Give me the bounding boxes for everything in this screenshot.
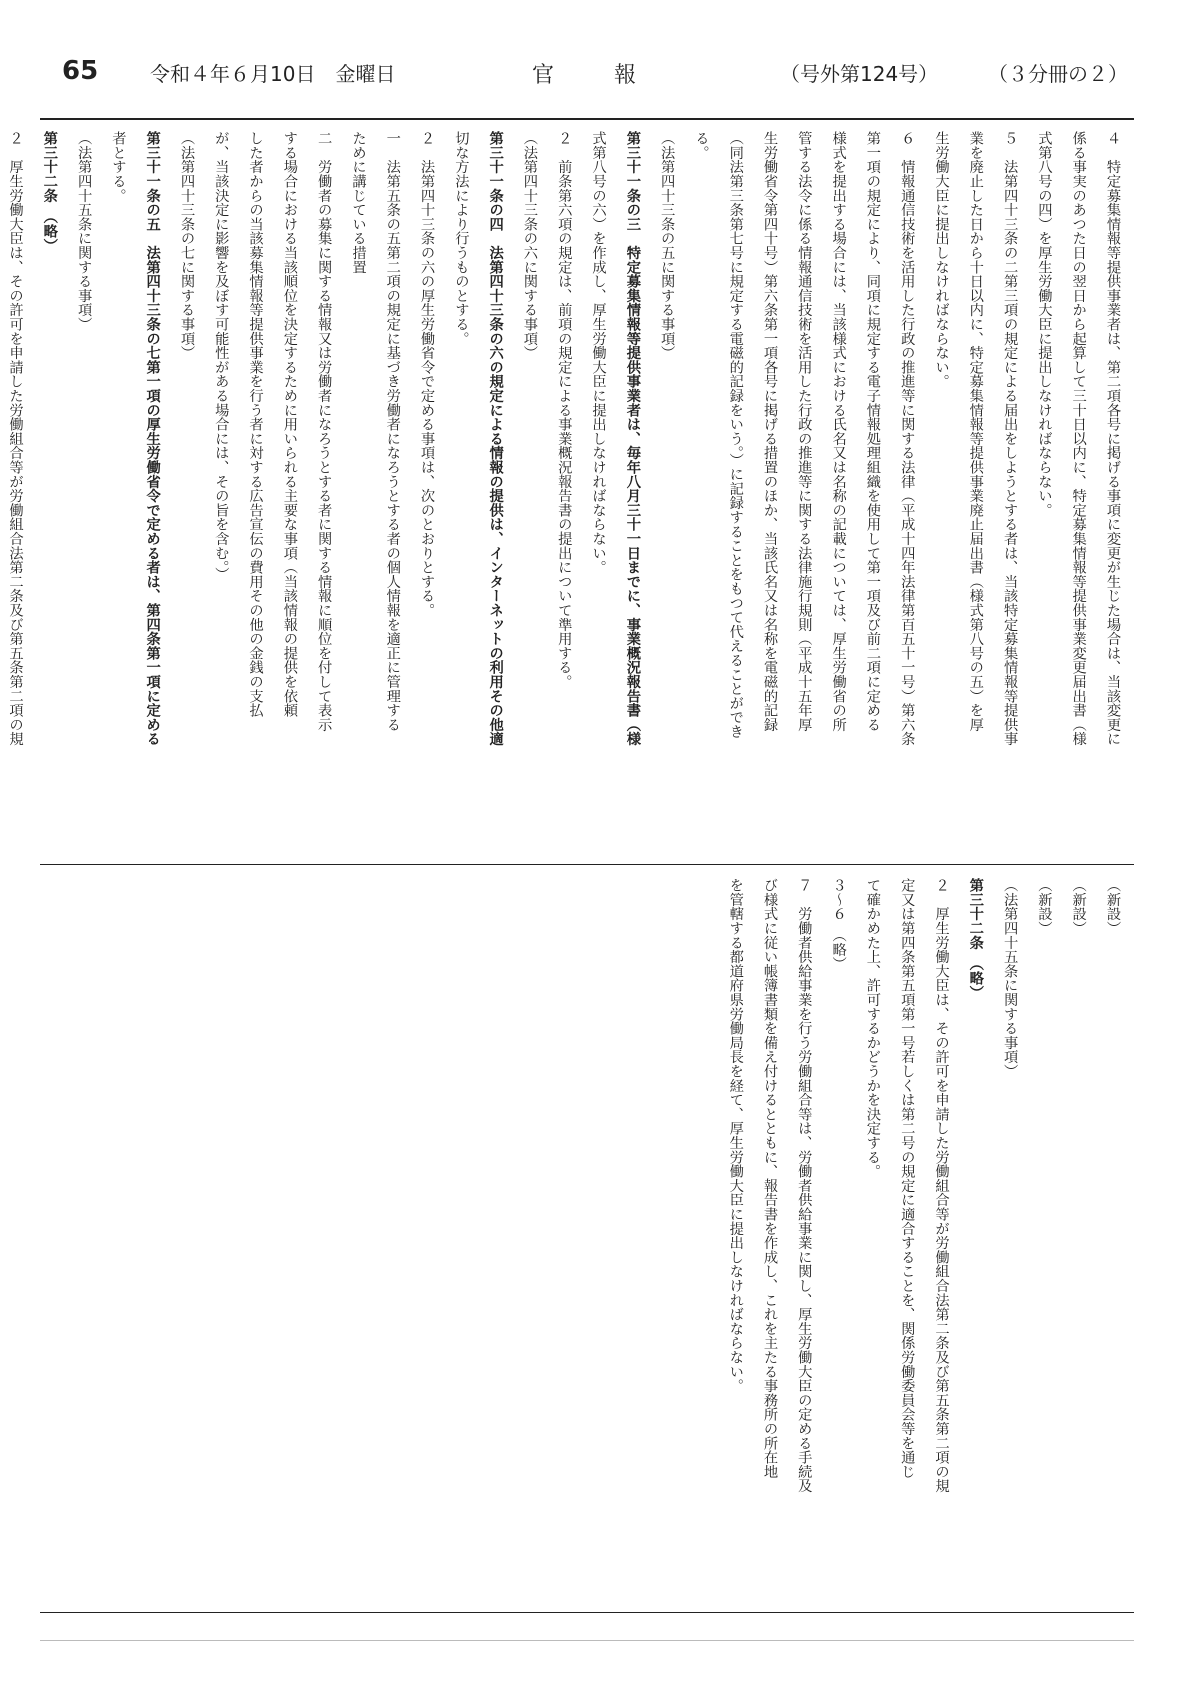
text-line: （同法第三条第七号に規定する電磁的記録をいう。）に記録することをもつて代えることができ	[727, 131, 744, 739]
text-line: ７ 労働者供給事業を行う労働組合等は、労働者供給事業に関し、厚生労働大臣の定める手続及	[796, 878, 813, 1493]
text-line: 業を廃止した日から十日以内に、特定募集情報等提供事業廃止届出書（様式第八号の五）を厚	[967, 131, 984, 732]
revised-text-section	[7, 131, 1130, 851]
text-line: 式第八号の六）を作成し、厚生労働大臣に提出しなければならない。	[590, 131, 607, 575]
volume-label: （３分冊の２）	[988, 62, 1128, 86]
text-line: 様式を提出する場合には、当該様式における氏名又は名称の記載については、厚生労働省の所	[830, 131, 847, 732]
text-line: （法第四十三条の六に関する事項）	[521, 131, 538, 360]
article-heading: 第三十一条の四 法第四十三条の六の規定による情報の提供は、インターネットの利用その他適	[487, 131, 504, 746]
text-line: 管する法令に係る情報通信技術を活用した行政の推進等に関する法律施行規則（平成十五年厚	[796, 131, 813, 732]
footer-rule	[40, 1640, 1134, 1641]
text-line: ２ 法第四十三条の六の厚生労働省令で定める事項は、次のとおりとする。	[419, 131, 436, 618]
text-line: を管轄する都道府県労働局長を経て、厚生労働大臣に提出しなければならない。	[727, 878, 744, 1393]
new-provision-mark: （新設）	[1105, 878, 1121, 936]
bottom-rule	[40, 1612, 1134, 1613]
text-line: 係る事実のあつた日の翌日から起算して三十日以内に、特定募集情報等提供事業変更届出書（様	[1070, 131, 1087, 746]
text-line: て確かめた上、許可するかどうかを決定する。	[864, 878, 881, 1179]
text-line: ２ 前条第六項の規定は、前項の規定による事業概況報告書の提出について準用する。	[556, 131, 573, 689]
text-line: ２ 厚生労働大臣は、その許可を申請した労働組合等が労働組合法第二条及び第五条第二項の規	[7, 131, 24, 746]
text-line: （法第四十三条の七に関する事項）	[178, 131, 195, 360]
article-heading: 第三十一条の五 法第四十三条の七第一項の厚生労働省令で定める者は、第四条第一項に定める	[144, 131, 161, 746]
text-line: 一 法第五条の五第二項の規定に基づき労働者になろうとする者の個人情報を適正に管理する	[384, 131, 401, 732]
text-line: 生労働省令第四十号）第六条第一項各号に掲げる措置のほか、当該氏名又は名称を電磁的記録	[762, 131, 779, 732]
text-line: ５ 法第四十三条の二第三項の規定による届出をしようとする者は、当該特定募集情報等提供事	[1002, 131, 1019, 746]
page-number: 65	[62, 56, 99, 86]
text-line: 生労働大臣に提出しなければならない。	[933, 131, 950, 389]
text-line: ３～６ （略）	[830, 878, 847, 971]
article-heading: 第三十二条 （略）	[967, 878, 984, 1000]
issue-date: 令和４年６月10日 金曜日	[150, 62, 396, 86]
text-line: ために講じている措置	[350, 131, 367, 274]
text-line: （法第四十五条に関する事項）	[1002, 878, 1019, 1079]
page-header	[40, 54, 1134, 94]
text-line: した者からの当該募集情報等提供事業を行う者に対する広告宣伝の費用その他の金銭の支払	[247, 131, 264, 718]
text-line: （法第四十五条に関する事項）	[76, 131, 93, 332]
article-heading: 第三十一条の三 特定募集情報等提供事業者は、毎年八月三十一日までに、事業概況報告書（様	[624, 131, 641, 746]
text-line: ２ 厚生労働大臣は、その許可を申請した労働組合等が労働組合法第二条及び第五条第二項の規	[933, 878, 950, 1493]
original-text-section	[48, 878, 1130, 1598]
text-line: 切な方法により行うものとする。	[453, 131, 470, 346]
text-line: 二 労働者の募集に関する情報又は労働者になろうとする者に関する情報に順位を付して表示	[316, 131, 333, 732]
header-rule	[40, 118, 1134, 120]
text-line: ６ 情報通信技術を活用した行政の推進等に関する法律（平成十四年法律第百五十一号）第六条	[899, 131, 916, 746]
text-line: が、当該決定に影響を及ぼす可能性がある場合には、その旨を含む。）	[213, 131, 230, 582]
section-divider	[40, 864, 1134, 865]
text-line: 者とする。	[110, 131, 127, 203]
new-provision-mark: （新設）	[1070, 878, 1087, 936]
text-line: 定又は第四条第五項第一号若しくは第二号の規定に適合することを、関係労働委員会等を通じ	[899, 878, 916, 1479]
issue-number: （号外第124号）	[780, 62, 939, 86]
text-line: び様式に従い帳簿書類を備え付けるとともに、報告書を作成し、これを主たる事務所の所在地	[762, 878, 779, 1479]
article-heading: 第三十二条 （略）	[41, 131, 58, 253]
text-line: 式第八号の四）を厚生労働大臣に提出しなければならない。	[1036, 131, 1053, 518]
text-line: 第一項の規定により、同項に規定する電子情報処理組織を使用して第一項及び前二項に定める	[864, 131, 881, 732]
text-line: ４ 特定募集情報等提供事業者は、第二項各号に掲げる事項に変更が生じた場合は、当該変更に	[1105, 131, 1121, 746]
new-provision-mark: （新設）	[1036, 878, 1053, 936]
text-line: （法第四十三条の五に関する事項）	[659, 131, 676, 360]
text-line: する場合における当該順位を決定するために用いられる主要な事項（当該情報の提供を依頼	[281, 131, 298, 718]
publication-title: 官報	[532, 63, 697, 88]
text-line: る。	[693, 131, 710, 160]
